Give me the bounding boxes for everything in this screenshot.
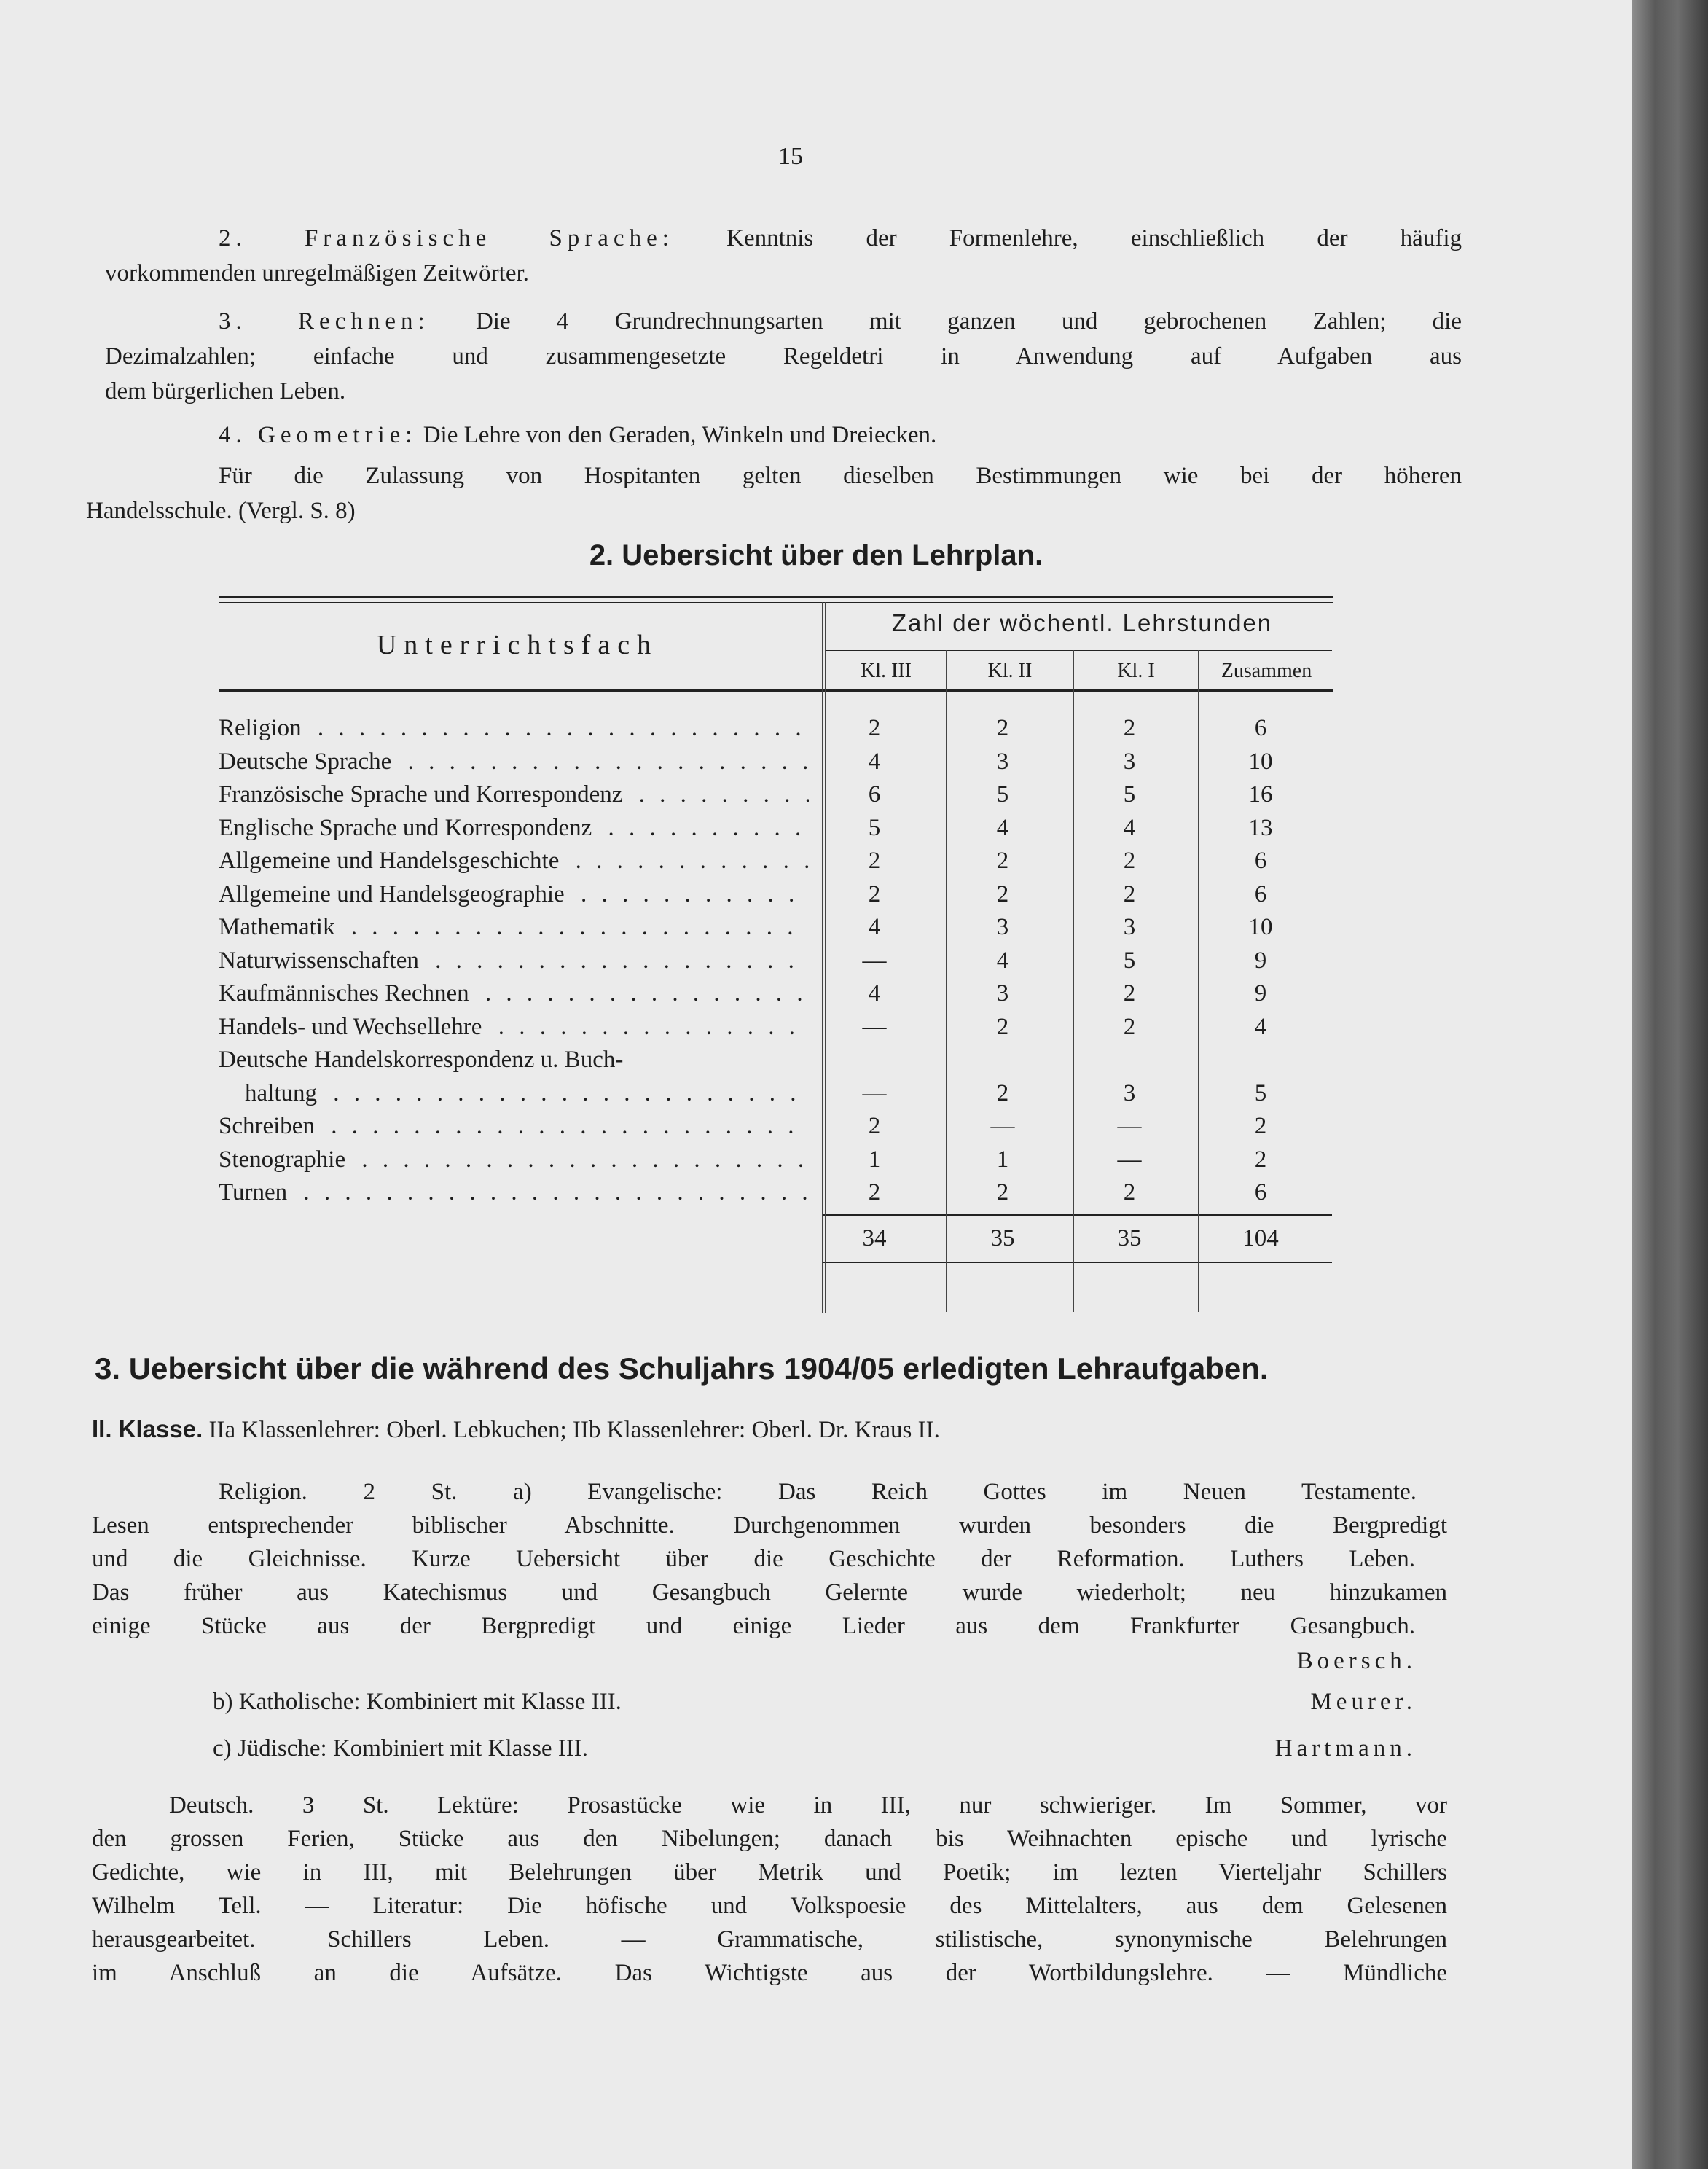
table-top-rule-thin: [219, 602, 1333, 603]
table-cell-value: 2: [1123, 848, 1136, 874]
table-cell-value: 2: [996, 848, 1009, 874]
table-cell-value: 2: [996, 715, 1009, 741]
table-row-subject: [219, 745, 809, 778]
table-cell-value: 2: [868, 1179, 881, 1205]
table-cell-subject: Stenographie: [219, 1146, 351, 1173]
table-cell-value: 3: [996, 980, 1009, 1007]
table-total-kl-iii: 34: [862, 1225, 887, 1251]
table-row-subject: [219, 1176, 809, 1209]
table-cell-value: 10: [1248, 914, 1273, 940]
table-cell-value: 6: [1254, 881, 1267, 907]
table-total-kl-i: 35: [1117, 1225, 1142, 1251]
table-cell-subject: Allgemeine und Handelsgeographie: [219, 881, 571, 907]
paragraph-rechnen-line-1: 3. Rechnen: Die 4 Grundrechnungsarten mit ganzen und gebrochenen Zahlen; die: [219, 308, 1462, 335]
religion-line-4: Das früher aus Katechismus und Gesangbuch Gelernte wurde wiederholt; neu hinzukamen: [92, 1579, 1447, 1606]
table-cell-value: 4: [868, 749, 881, 775]
table-cell-value: —: [862, 947, 887, 974]
table-header-rule: [219, 689, 1333, 692]
table-cell-value: 2: [996, 881, 1009, 907]
table-cell-value: —: [1117, 1146, 1142, 1173]
table-row-subject: [219, 1143, 809, 1176]
table-cell-subject: Kaufmännisches Rechnen: [219, 980, 475, 1007]
table-cell-value: 5: [996, 781, 1009, 808]
table-cell-subject: haltung: [245, 1080, 323, 1106]
table-cell-subject: Deutsche Sprache: [219, 749, 397, 775]
deutsch-line-2: den grossen Ferien, Stücke aus den Nibelungen; danach bis Weihnachten epische und lyrische: [92, 1826, 1447, 1852]
table-col-header-kl-iii: Kl. III: [861, 660, 912, 682]
table-cell-value: 6: [1254, 715, 1267, 741]
paragraph-french-line-2: vorkommenden unregelmäßigen Zeitwörter.: [105, 260, 529, 286]
table-cell-subject: Turnen: [219, 1179, 293, 1205]
table-cell-value: —: [862, 1080, 887, 1106]
section-3-heading: 3. Uebersicht über die während des Schuljahrs 1904/05 erledigten Lehraufgaben.: [95, 1351, 1269, 1386]
deutsch-line-1: Deutsch. 3 St. Lektüre: Prosastücke wie in III, nur schwieriger. Im Sommer, vor: [169, 1792, 1447, 1818]
table-row-subject: [219, 811, 809, 845]
paragraph-french-line-1: 2. Französische Sprache: Kenntnis der Formenlehre, einschließlich der häufig: [219, 225, 1462, 251]
page-number: 15: [778, 143, 803, 170]
table-bottom-rule: [822, 1262, 1332, 1263]
table-cell-value: 2: [1254, 1146, 1267, 1173]
table-cell-value: 2: [1123, 980, 1136, 1007]
table-cell-subject: Englische Sprache und Korrespondenz: [219, 815, 598, 841]
religion-line-5: einige Stücke aus der Bergpredigt und einige Lieder aus dem Frankfurter Gesangbuch.: [92, 1613, 1415, 1639]
table-cell-value: 3: [1123, 1080, 1136, 1106]
table-row-subject: [219, 910, 809, 944]
table-cell-subject: Französische Sprache und Korrespondenz: [219, 781, 628, 808]
religion-line-2: Lesen entsprechender biblischer Abschnitte. Durchgenommen wurden besonders die Bergpredigt: [92, 1512, 1447, 1539]
table-total-kl-ii: 35: [990, 1225, 1015, 1251]
table-cell-value: 4: [868, 980, 881, 1007]
paragraph-hospitanten-line-1: Für die Zulassung von Hospitanten gelten dieselben Bestimmungen wie bei der höheren: [219, 463, 1462, 489]
table-cell-value: 2: [1123, 715, 1136, 741]
table-cell-value: 5: [1123, 947, 1136, 974]
deutsch-line-5: herausgearbeitet. Schillers Leben. — Grammatische, stilistische, synonymische Belehrungen: [92, 1926, 1447, 1953]
table-cell-value: 5: [868, 815, 881, 841]
table-total-zusammen: 104: [1242, 1225, 1279, 1251]
table-top-rule: [219, 596, 1333, 598]
table-cell-value: 3: [1123, 749, 1136, 775]
table-cell-value: 6: [868, 781, 881, 808]
table-row-subject: [219, 711, 809, 745]
book-edge: [1632, 0, 1708, 2169]
table-subject-header: Unterrichtsfach: [376, 630, 659, 660]
table-row-subject: [219, 844, 809, 878]
signature-hartmann: Hartmann.: [1274, 1735, 1417, 1762]
religion-b-line: b) Katholische: Kombiniert mit Klasse III.: [213, 1689, 622, 1715]
table-cell-value: 4: [996, 947, 1009, 974]
table-cell-value: 2: [996, 1179, 1009, 1205]
table-row-subject: [219, 977, 809, 1010]
table-cell-subject: Mathematik: [219, 914, 340, 940]
table-cell-subject: Schreiben: [219, 1113, 321, 1139]
signature-boersch: Boersch.: [1296, 1648, 1417, 1674]
deutsch-line-6: im Anschluß an die Aufsätze. Das Wichtigste aus der Wortbildungslehre. — Mündliche: [92, 1960, 1447, 1986]
religion-c-line: c) Jüdische: Kombiniert mit Klasse III.: [213, 1735, 589, 1762]
table-cell-value: 6: [1254, 848, 1267, 874]
section-2-heading: 2. Uebersicht über den Lehrplan.: [589, 539, 1043, 571]
table-cell-value: 2: [996, 1080, 1009, 1106]
religion-line-3: und die Gleichnisse. Kurze Uebersicht über die Geschichte der Reformation. Luthers Leben.: [92, 1546, 1415, 1572]
table-cell-subject: Religion: [219, 715, 307, 741]
table-row-subject: [219, 1043, 809, 1076]
deutsch-line-4: Wilhelm Tell. — Literatur: Die höfische und Volkspoesie des Mittelalters, aus dem Gelesenen: [92, 1893, 1447, 1919]
table-row-subject: [219, 1010, 809, 1044]
table-cell-subject: Handels- und Wechsellehre: [219, 1014, 487, 1040]
paragraph-rechnen-line-2: Dezimalzahlen; einfache und zusammengesetzte Regeldetri in Anwendung auf Aufgaben aus: [105, 343, 1462, 370]
table-cell-value: 5: [1254, 1080, 1267, 1106]
table-cell-value: 2: [1254, 1113, 1267, 1139]
table-cell-value: 2: [868, 1113, 881, 1139]
table-group-header: Zahl der wöchentl. Lehrstunden: [891, 609, 1273, 636]
table-cell-value: 2: [868, 715, 881, 741]
table-cell-value: 16: [1248, 781, 1273, 808]
table-col-header-kl-i: Kl. I: [1117, 660, 1155, 682]
table-cell-value: 4: [1254, 1014, 1267, 1040]
paragraph-geometrie: 4. Geometrie: Die Lehre von den Geraden, Winkeln und Dreiecken.: [219, 422, 937, 448]
table-cell-value: 2: [868, 881, 881, 907]
table-cell-subject: Allgemeine und Handelsgeschichte: [219, 848, 565, 874]
table-vline-subject-double: [825, 602, 826, 1313]
table-total-rule: [822, 1214, 1332, 1216]
religion-line-1: Religion. 2 St. a) Evangelische: Das Reich Gottes im Neuen Testamente.: [219, 1479, 1417, 1505]
klasse-line: II. Klasse. IIa Klassenlehrer: Oberl. Lebkuchen; IIb Klassenlehrer: Oberl. Dr. Kraus II.: [92, 1415, 940, 1443]
table-cell-value: 5: [1123, 781, 1136, 808]
table-cell-value: —: [990, 1113, 1015, 1139]
table-cell-value: 3: [996, 749, 1009, 775]
table-cell-value: —: [862, 1014, 887, 1040]
table-cell-value: 1: [868, 1146, 881, 1173]
table-vline-3: [1073, 650, 1074, 1312]
table-cell-value: 2: [1123, 1014, 1136, 1040]
table-vline-4: [1198, 650, 1199, 1312]
table-cell-value: 4: [1123, 815, 1136, 841]
table-row-subject: [219, 878, 809, 911]
table-row-subject: [245, 1076, 809, 1110]
table-row-subject: [219, 1109, 809, 1143]
table-vline-subject: [822, 602, 823, 1313]
table-cell-value: 4: [868, 914, 881, 940]
table-cell-value: 3: [996, 914, 1009, 940]
table-cell-value: 10: [1248, 749, 1273, 775]
paragraph-rechnen-line-3: dem bürgerlichen Leben.: [105, 378, 346, 405]
table-row-subject: [219, 944, 809, 977]
signature-meurer: Meurer.: [1310, 1689, 1417, 1715]
table-cell-value: 2: [1123, 881, 1136, 907]
table-cell-value: 2: [868, 848, 881, 874]
table-cell-value: 6: [1254, 1179, 1267, 1205]
table-cell-subject: Naturwissenschaften: [219, 947, 425, 974]
table-cell-value: 2: [996, 1014, 1009, 1040]
deutsch-line-3: Gedichte, wie in III, mit Belehrungen über Metrik und Poetik; im lezten Vierteljahr Schillers: [92, 1859, 1447, 1885]
table-col-header-zusammen: Zusammen: [1221, 660, 1312, 682]
table-cell-value: 13: [1248, 815, 1273, 841]
table-col-header-kl-ii: Kl. II: [987, 660, 1033, 682]
table-cell-subject: Deutsche Handelskorrespondenz u. Buch-: [219, 1047, 629, 1073]
table-cell-value: 4: [996, 815, 1009, 841]
table-cell-value: 9: [1254, 947, 1267, 974]
table-row-subject: [219, 778, 809, 811]
table-cell-value: 3: [1123, 914, 1136, 940]
paragraph-hospitanten-line-2: Handelsschule. (Vergl. S. 8): [86, 498, 356, 524]
table-vline-2: [946, 650, 947, 1312]
table-group-rule: [825, 650, 1332, 651]
table-cell-value: —: [1117, 1113, 1142, 1139]
table-cell-value: 2: [1123, 1179, 1136, 1205]
table-cell-value: 9: [1254, 980, 1267, 1007]
table-cell-value: 1: [996, 1146, 1009, 1173]
